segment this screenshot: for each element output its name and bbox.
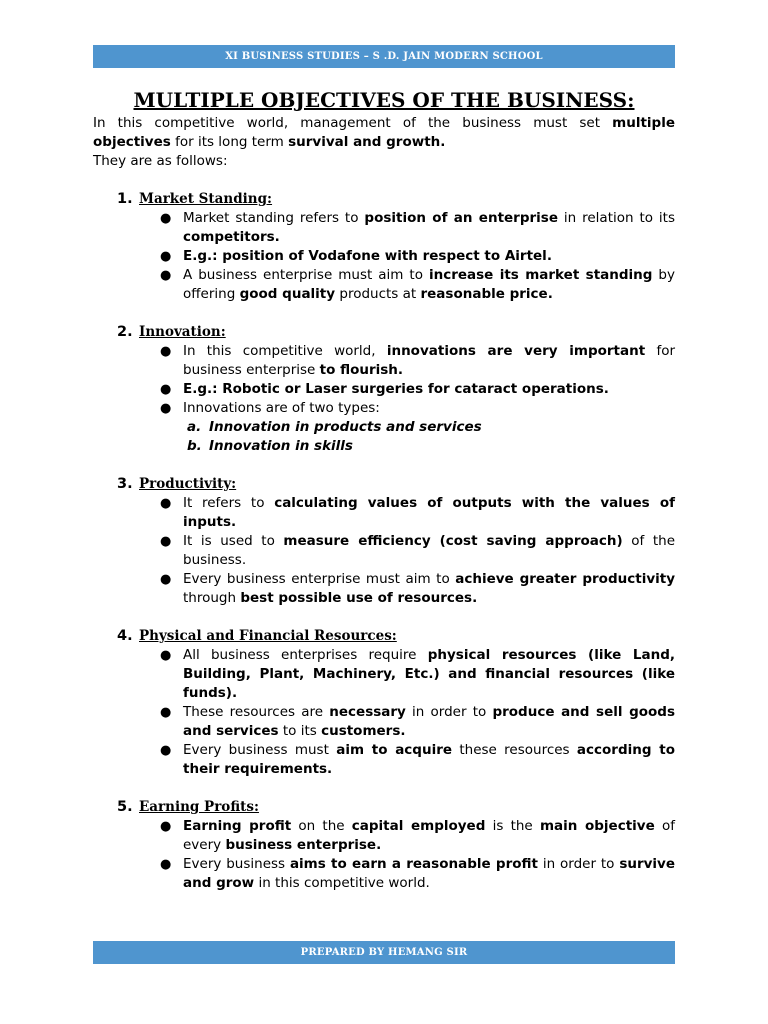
- intro-bold: multiple objectives: [93, 115, 675, 150]
- section-heading: [117, 190, 675, 209]
- section-title: Innovation:: [139, 324, 226, 340]
- bullet-item: ● Innovations are of two types:: [160, 400, 380, 416]
- footer-band: PREPARED BY HEMANG SIR: [93, 941, 675, 964]
- intro-text: for its long term: [170, 134, 289, 150]
- bullet-item: ● Every business enterprise must aim to achieve greater productivity through best possible use of resources.: [160, 571, 675, 606]
- intro-lead: They are as follows:: [93, 153, 228, 169]
- section-number: 3.: [117, 476, 133, 492]
- section-heading: [117, 798, 675, 817]
- bullet-icon: ●: [160, 705, 172, 720]
- section-title: Earning Profits:: [139, 799, 259, 815]
- bullet-icon: ●: [160, 534, 172, 549]
- header-band: XI BUSINESS STUDIES – S .D. JAIN MODERN SCHOOL: [93, 45, 675, 68]
- bullet-item: ● Every business aims to earn a reasonable profit in order to survive and grow in this competitive world.: [160, 856, 675, 891]
- bullet-icon: ●: [160, 401, 172, 416]
- document-body: [93, 114, 675, 893]
- bullet-icon: ●: [160, 382, 172, 397]
- bullet-icon: ●: [160, 344, 172, 359]
- section-resources: [93, 627, 675, 779]
- bullet-item: ● It refers to calculating values of outputs with the values of inputs.: [160, 495, 675, 530]
- section-number: 1.: [117, 191, 133, 207]
- bullet-list: [93, 342, 675, 418]
- bullet-list: [93, 494, 675, 608]
- bullet-item: ● Market standing refers to position of an enterprise in relation to its competitors.: [160, 210, 676, 245]
- bullet-icon: ●: [160, 268, 172, 283]
- section-productivity: [93, 475, 675, 608]
- bullet-item: ● In this competitive world, innovations are very important for business enterprise to flourish.: [160, 343, 676, 378]
- bullet-item: ● These resources are necessary in order to produce and sell goods and services to its customers.: [160, 704, 676, 739]
- bullet-list: [93, 646, 675, 779]
- bullet-item: ● A business enterprise must aim to increase its market standing by offering good quality products at reasonable price.: [160, 267, 675, 302]
- section-title: Productivity:: [139, 476, 237, 492]
- intro-text: In this competitive world, management of the business must set: [93, 115, 613, 131]
- intro-bold: survival and growth.: [288, 134, 446, 150]
- bullet-item: ● It is used to measure efficiency (cost saving approach) of the business.: [160, 533, 675, 568]
- bullet-list: [93, 209, 675, 304]
- bullet-icon: ●: [160, 211, 172, 226]
- section-market-standing: [93, 190, 675, 304]
- section-heading: [117, 475, 675, 494]
- bullet-icon: ●: [160, 819, 172, 834]
- bullet-list: [93, 817, 675, 893]
- section-earning-profits: [93, 798, 675, 893]
- bullet-icon: ●: [160, 743, 172, 758]
- bullet-item: ● E.g.: Robotic or Laser surgeries for cataract operations.: [160, 381, 609, 397]
- sub-item: b. Innovation in skills: [187, 438, 353, 454]
- bullet-icon: ●: [160, 496, 172, 511]
- bullet-item: ● Earning profit on the capital employed is the main objective of every business enterprise.: [160, 818, 675, 853]
- section-number: 5.: [117, 799, 133, 815]
- page-title: MULTIPLE OBJECTIVES OF THE BUSINESS:: [133, 88, 635, 112]
- bullet-icon: ●: [160, 572, 172, 587]
- bullet-item: ● All business enterprises require physical resources (like Land, Building, Plant, Machinery, Etc.) and financial resources (like funds).: [160, 647, 675, 701]
- bullet-icon: ●: [160, 857, 172, 872]
- section-number: 2.: [117, 324, 133, 340]
- bullet-item: ● Every business must aim to acquire these resources according to their requirements.: [160, 742, 675, 777]
- bullet-icon: ●: [160, 249, 172, 264]
- bullet-icon: ●: [160, 648, 172, 663]
- section-heading: [117, 323, 675, 342]
- section-title: Physical and Financial Resources:: [139, 628, 397, 644]
- sub-item: a. Innovation in products and services: [187, 419, 482, 435]
- section-heading: [117, 627, 675, 646]
- section-number: 4.: [117, 628, 133, 644]
- bullet-item: ● E.g.: position of Vodafone with respect to Airtel.: [160, 248, 552, 264]
- intro-paragraph: [93, 114, 675, 152]
- section-title: Market Standing:: [139, 191, 273, 207]
- section-innovation: [93, 323, 675, 456]
